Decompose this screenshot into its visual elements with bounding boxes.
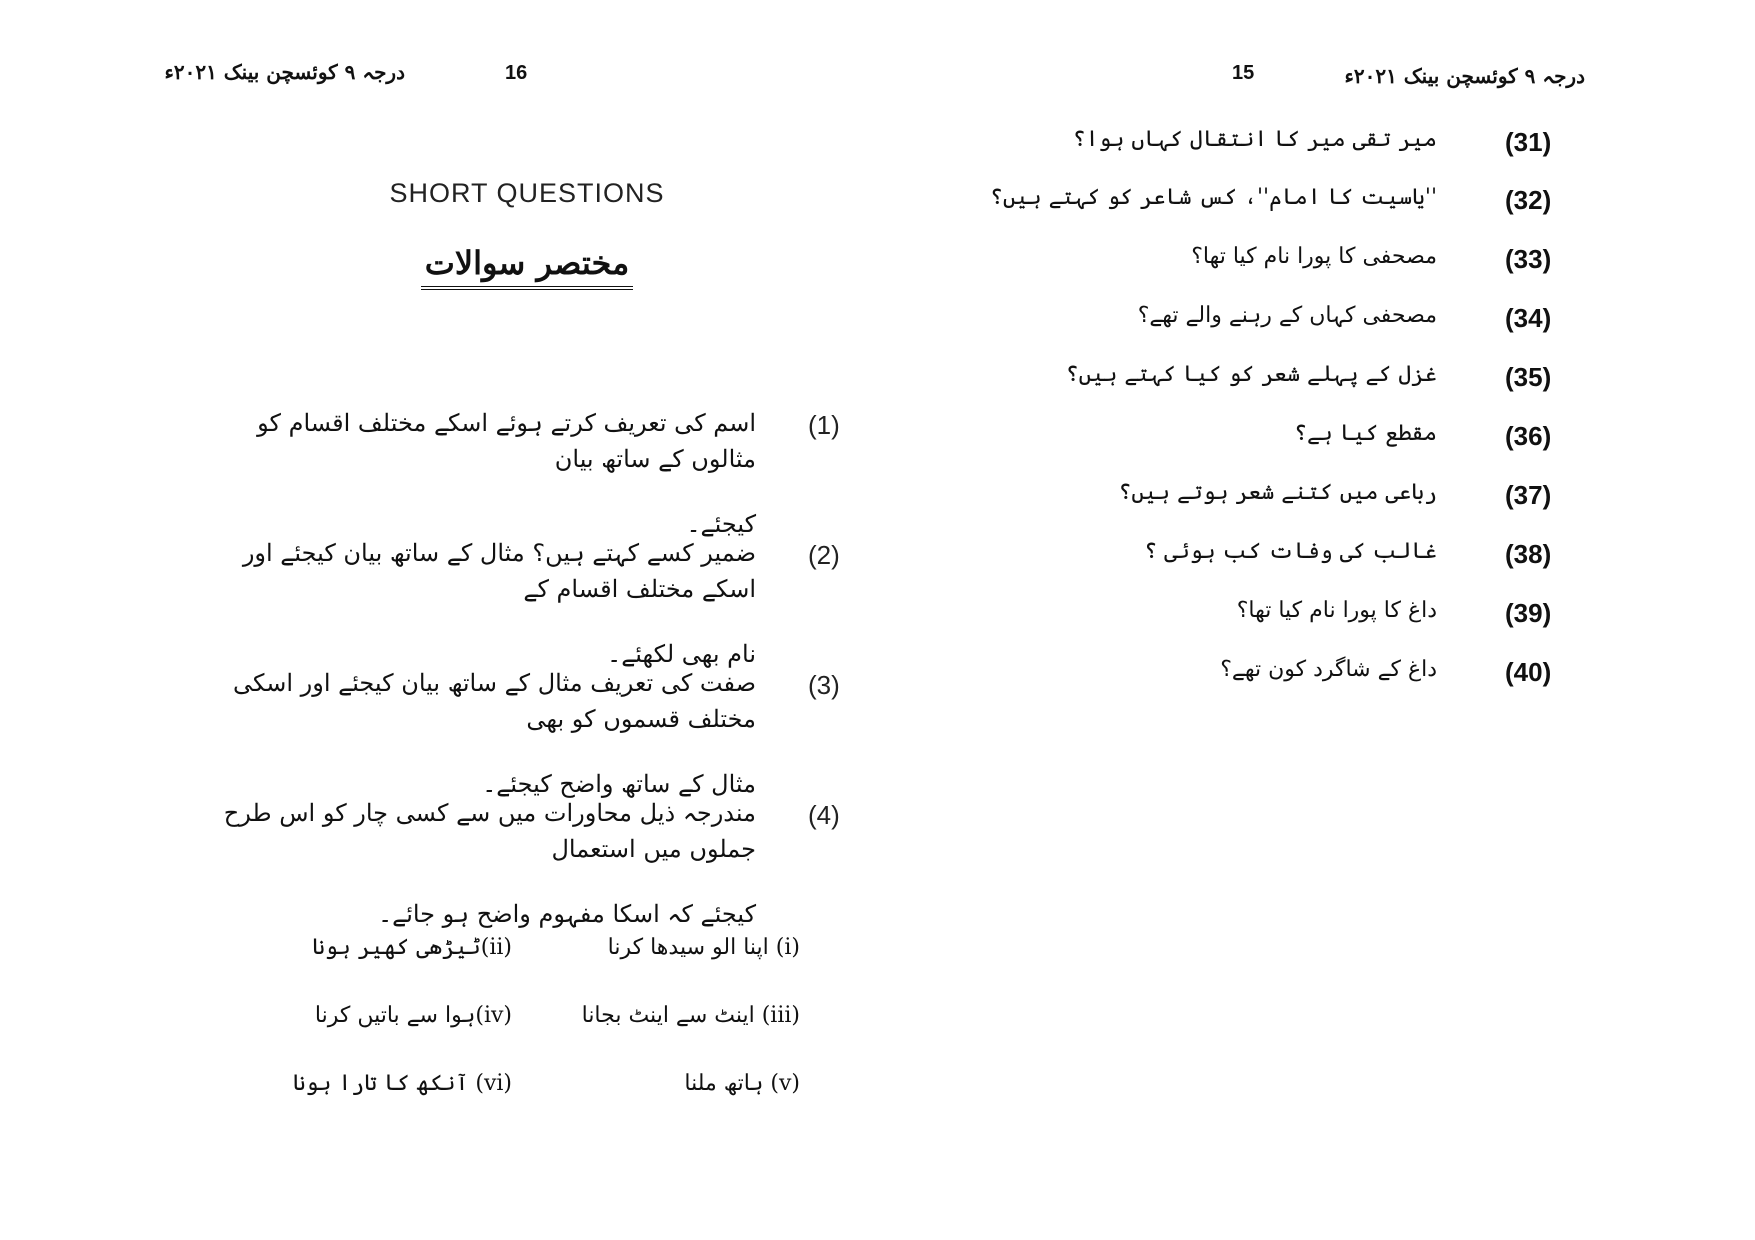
question-number: (35)	[1505, 362, 1552, 392]
question-line: صفت کی تعریف مثال کے ساتھ بیان کیجئے اور اسکی مختلف قسموں کو بھی	[232, 669, 756, 733]
question-row	[877, 303, 1755, 353]
question-number: (38)	[1505, 539, 1552, 569]
question-row	[877, 421, 1755, 471]
question-text: مقطع کیا ہے؟	[1294, 421, 1437, 446]
question-text	[200, 535, 756, 672]
question-text: مصحفی کا پورا نام کیا تھا؟	[1191, 244, 1437, 269]
page-header-title: درجہ ۹ کوئسچن بینک ۲۰۲۱ء	[1344, 64, 1585, 88]
question-number: (32)	[1505, 185, 1552, 215]
question-text	[200, 795, 756, 932]
page-number: 16	[505, 62, 528, 84]
idiom-item: (vi) آنکھ کا تارا ہونا	[292, 1071, 512, 1096]
question-number: (4)	[808, 800, 840, 830]
question-number: (36)	[1505, 421, 1552, 451]
question-text	[200, 665, 756, 802]
idiom-item: (iv)ہوا سے باتیں کرنا	[314, 1003, 512, 1028]
idiom-item: (v) ہاتھ ملنا	[684, 1071, 800, 1096]
question-number: (3)	[808, 670, 840, 700]
question-number: (1)	[808, 410, 840, 440]
page-number: 15	[1232, 62, 1255, 84]
question-text: میر تقی میر کا انتقال کہاں ہوا؟	[1072, 127, 1437, 152]
question-text: غزل کے پہلے شعر کو کیا کہتے ہیں؟	[1065, 362, 1437, 387]
question-row	[877, 127, 1755, 177]
question-text: غالب کی وفات کب ہوئی ؟	[1144, 539, 1437, 564]
question-number: (37)	[1505, 480, 1552, 510]
question-number: (2)	[808, 540, 840, 570]
question-line: کیجئے۔	[686, 510, 756, 538]
question-line: اسم کی تعریف کرتے ہوئے اسکے مختلف اقسام کو مثالوں کے ساتھ بیان	[257, 409, 756, 473]
question-text: داغ کا پورا نام کیا تھا؟	[1236, 598, 1437, 623]
idiom-item: (i) اپنا الو سیدھا کرنا	[607, 935, 800, 960]
question-row	[877, 362, 1755, 412]
question-text: رباعی میں کتنے شعر ہوتے ہیں؟	[1118, 480, 1437, 505]
question-line: کیجئے کہ اسکا مفہوم واضح ہو جائے۔	[378, 900, 756, 928]
section-title-urdu: مختصر سوالات	[421, 244, 634, 290]
question-number: (40)	[1505, 657, 1552, 687]
question-number: (33)	[1505, 244, 1552, 274]
question-row	[877, 598, 1755, 648]
question-row	[877, 480, 1755, 530]
question-number: (34)	[1505, 303, 1552, 333]
question-number: (39)	[1505, 598, 1552, 628]
question-line: مندرجہ ذیل محاورات میں سے کسی چار کو اس طرح جملوں میں استعمال	[223, 799, 756, 863]
question-row	[877, 244, 1755, 294]
question-line: ضمیر کسے کہتے ہیں؟ مثال کے ساتھ بیان کیجئے اور اسکے مختلف اقسام کے	[242, 539, 756, 603]
section-title-english: SHORT QUESTIONS	[389, 178, 665, 208]
question-row	[877, 185, 1755, 235]
right-page	[877, 0, 1755, 1240]
question-text: مصحفی کہاں کے رہنے والے تھے؟	[1137, 303, 1437, 328]
question-number: (31)	[1505, 127, 1552, 157]
question-row	[877, 657, 1755, 707]
question-text	[200, 405, 756, 542]
question-row	[877, 539, 1755, 589]
question-line: مثال کے ساتھ واضح کیجئے۔	[482, 770, 756, 798]
idiom-item: (iii) اینٹ سے اینٹ بجانا	[581, 1003, 800, 1028]
idiom-item: (ii)ٹیڑھی کھیر ہونا	[312, 935, 512, 960]
question-line: نام بھی لکھئے۔	[607, 640, 756, 668]
page-header-title: درجہ ۹ کوئسچن بینک ۲۰۲۱ء	[164, 60, 405, 84]
left-page	[0, 0, 877, 1240]
question-text: داغ کے شاگرد کون تھے؟	[1220, 657, 1437, 682]
question-text: ''یاسیت کا امام''، کس شاعر کو کہتے ہیں؟	[990, 185, 1437, 210]
